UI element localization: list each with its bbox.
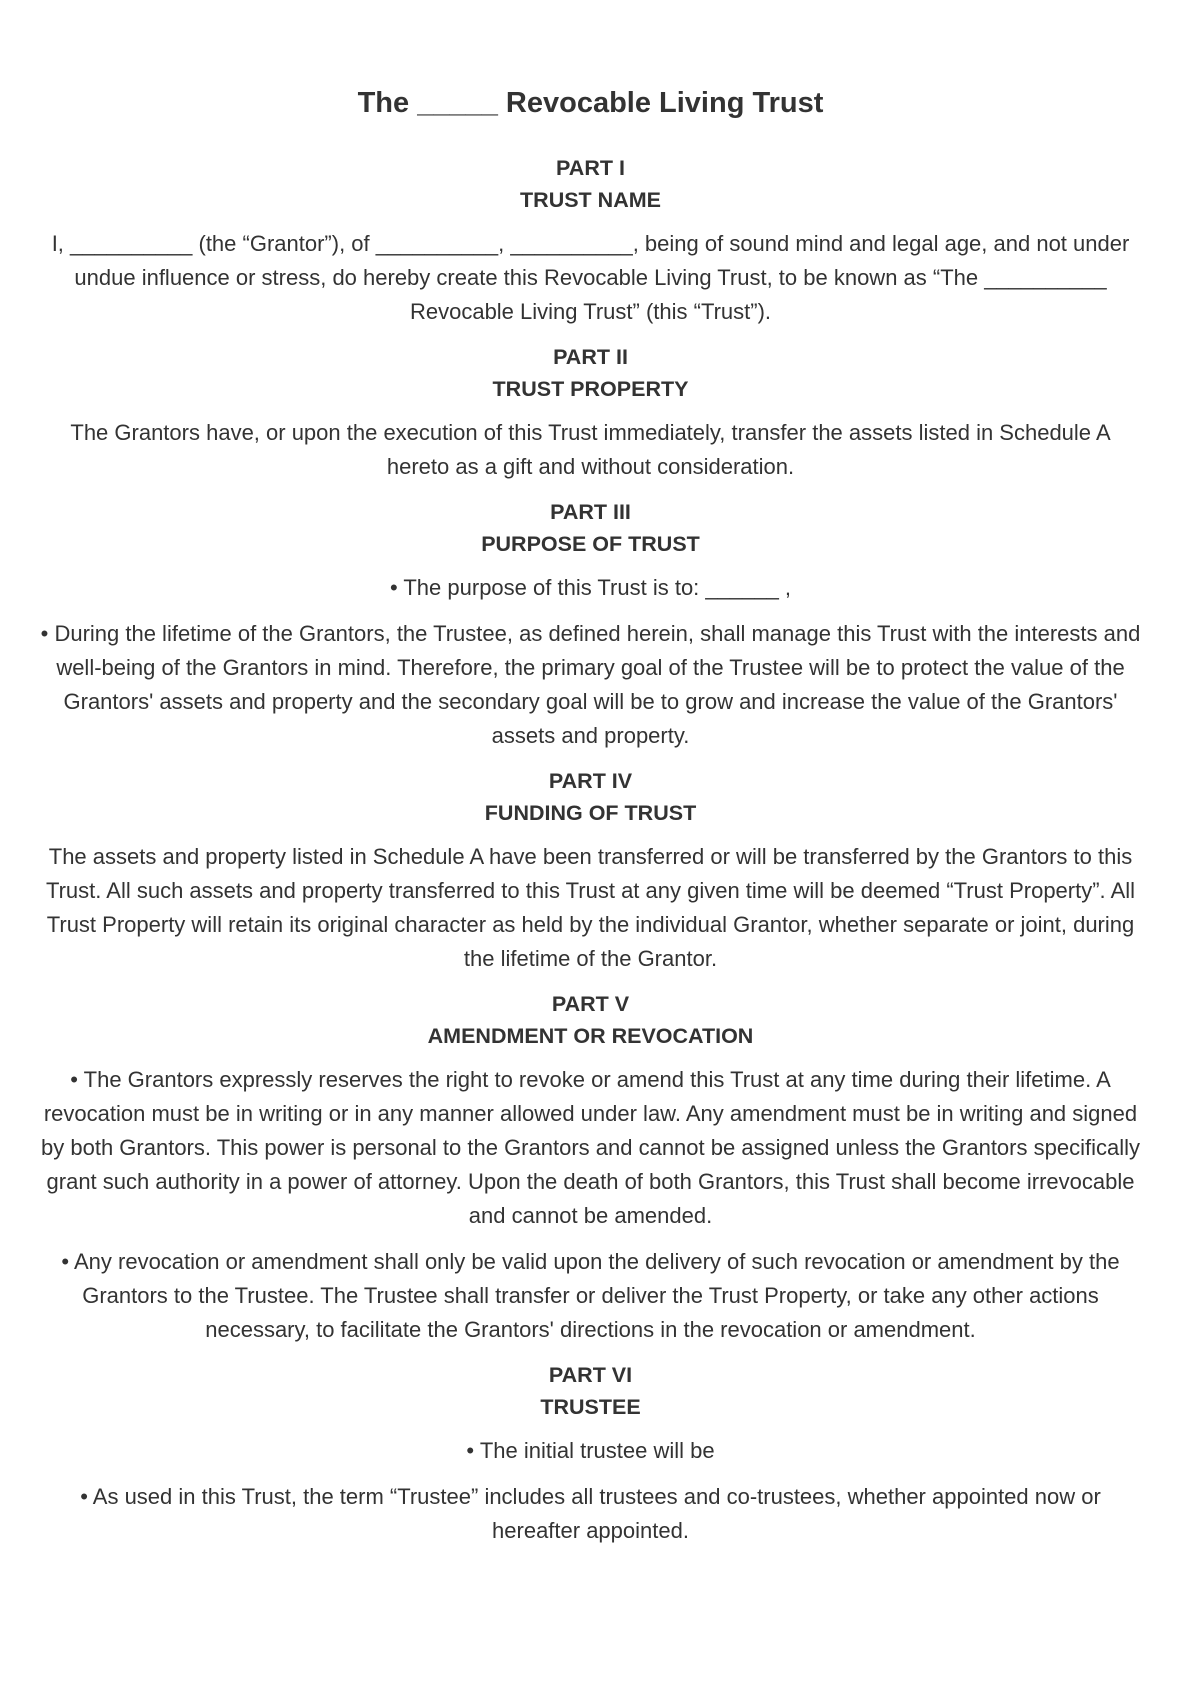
bullet-paragraph: • The purpose of this Trust is to: ______ , (389, 575, 792, 600)
document-title: The _____ Revocable Living Trust (357, 87, 824, 119)
part-number: PART IV (548, 769, 633, 793)
part-5-section (40, 988, 1141, 1347)
part-number: PART VI (548, 1363, 633, 1387)
part-title: AMENDMENT OR REVOCATION (427, 1024, 754, 1048)
part-title: TRUST NAME (520, 188, 661, 212)
part-heading (40, 341, 1141, 405)
part-heading (40, 1359, 1141, 1423)
part-number: PART I (556, 156, 625, 180)
part-title: TRUSTEE (540, 1395, 641, 1419)
paragraph: I, __________ (the “Grantor”), of __________, __________, being of sound mind and legal age, and not under undue influence or stress, do hereby create this Revocable Living Trust, to be known as “The __________ Revocable Living Trust” (this “Trust”). (51, 231, 1130, 324)
bullet-paragraph: • Any revocation or amendment shall only be valid upon the delivery of such revocation or amendment by the Grantors to the Trustee. The Trustee shall transfer or deliver the Trust Property, or take any other actions necessary, to facilitate the Grantors' directions in the revocation or amendment. (61, 1249, 1120, 1342)
part-heading (40, 152, 1141, 216)
paragraph: The assets and property listed in Schedule A have been transferred or will be transferred by the Grantors to this Trust. All such assets and property transferred to this Trust at any given time will be deemed “Trust Property”. All Trust Property will retain its original character as held by the individual Grantor, whether separate or joint, during the lifetime of the Grantor. (45, 844, 1136, 971)
part-heading (40, 988, 1141, 1052)
part-6-section (40, 1359, 1141, 1548)
part-2-section (40, 341, 1141, 484)
part-title: FUNDING OF TRUST (484, 801, 697, 825)
part-heading (40, 496, 1141, 560)
part-number: PART V (551, 992, 630, 1016)
bullet-paragraph: • The Grantors expressly reserves the right to revoke or amend this Trust at any time during their lifetime. A revocation must be in writing or in any manner allowed under law. Any amendment must be in writing and signed by both Grantors. This power is personal to the Grantors and cannot be assigned unless the Grantors specifically grant such authority in a power of attorney. Upon the death of both Grantors, this Trust shall become irrevocable and cannot be amended. (41, 1067, 1140, 1228)
part-heading (40, 765, 1141, 829)
part-title: PURPOSE OF TRUST (481, 532, 700, 556)
bullet-paragraph: • The initial trustee will be (466, 1438, 715, 1463)
part-4-section (40, 765, 1141, 976)
bullet-paragraph: • As used in this Trust, the term “Trustee” includes all trustees and co-trustees, whether appointed now or hereafter appointed. (80, 1484, 1101, 1543)
part-3-section (40, 496, 1141, 753)
part-1-section (40, 152, 1141, 329)
part-title: TRUST PROPERTY (492, 377, 689, 401)
part-number: PART II (553, 345, 628, 369)
part-number: PART III (550, 500, 631, 524)
paragraph: The Grantors have, or upon the execution of this Trust immediately, transfer the assets listed in Schedule A hereto as a gift and without consideration. (70, 420, 1111, 479)
bullet-paragraph: • During the lifetime of the Grantors, the Trustee, as defined herein, shall manage this Trust with the interests and well-being of the Grantors in mind. Therefore, the primary goal of the Trustee will be to protect the value of the Grantors' assets and property and the secondary goal will be to grow and increase the value of the Grantors' assets and property. (40, 621, 1141, 748)
